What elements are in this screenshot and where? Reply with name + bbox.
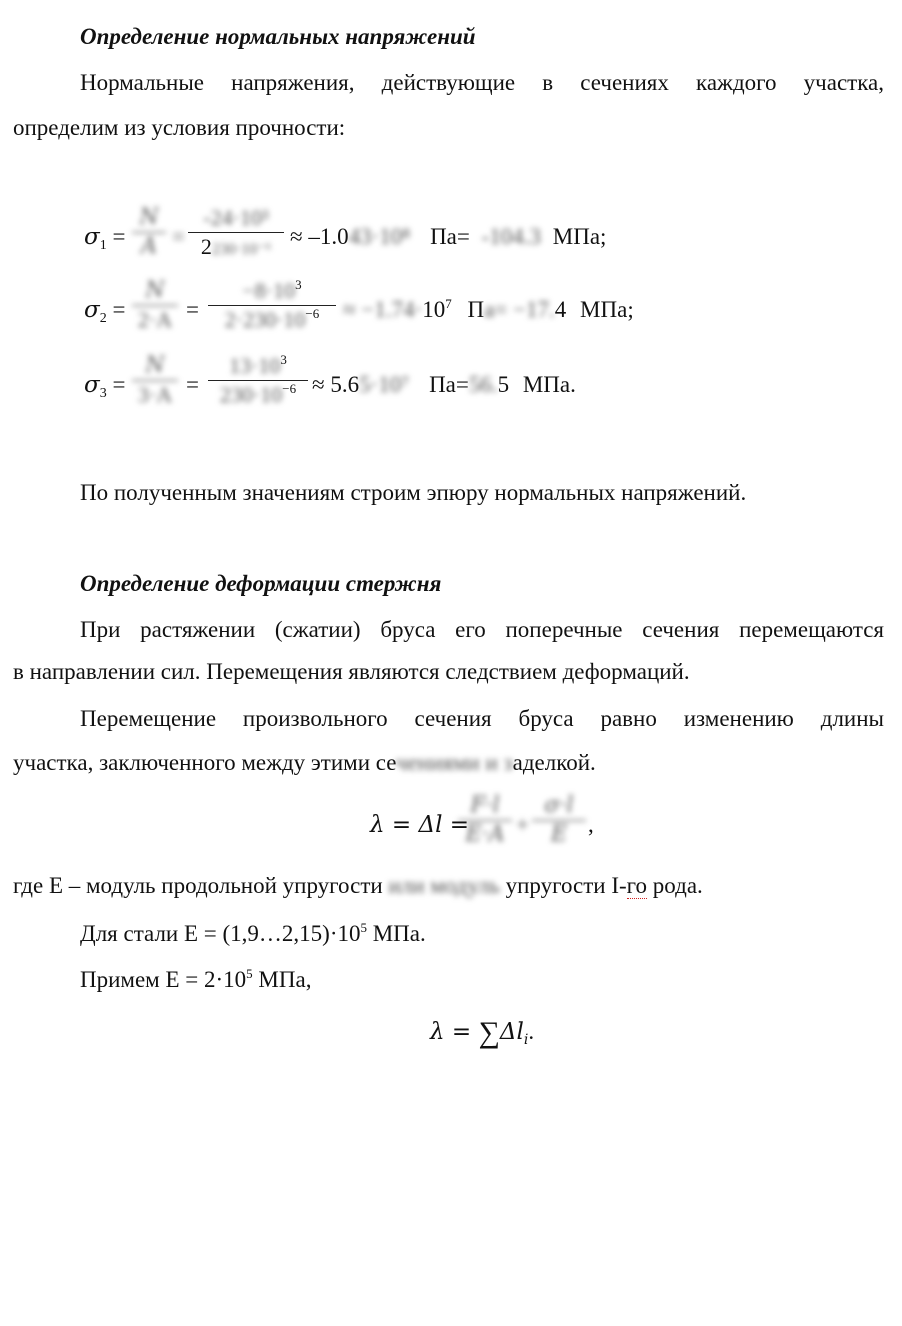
total-elongation-formula: $\lambda = \sum\Delta l_i$. xyxy=(430,1016,535,1049)
sigma3-equals: = xyxy=(186,372,199,397)
deformation-paragraph2-line-2: участка, заключенного между этими сечениями и заделкой. xyxy=(13,750,596,775)
spellcheck-underline: го xyxy=(626,873,648,898)
intro-paragraph-line-2: определим из условия прочности: xyxy=(13,115,346,140)
accepted-modulus-line: Примем $E = 2\cdot 10^5$ МПа, xyxy=(80,966,312,992)
lambda-formula-tail: , xyxy=(588,812,594,837)
deformation-paragraph2-line-1: Перемещение произвольного сечения бруса равно изменению длины xyxy=(80,706,884,731)
sigma1-result: ≈ –1.043·10⁸ Па= -104.3 МПа; xyxy=(290,224,607,249)
sigma1-equals: = xyxy=(172,224,185,249)
steel-modulus-line: Для стали $E = (1,9\dots 2,15)\cdot 10^5$ МПа. xyxy=(80,920,426,946)
sigma2-fraction-values: $-8\cdot 10^3$ $2\cdot 230\cdot 10^{-6}$ xyxy=(208,277,336,334)
sigma3-result: ≈ 5.65·10⁷ Па=56.5 МПа. xyxy=(312,372,576,397)
lambda-formula-lhs: λ = Δl = xyxy=(370,812,470,838)
section-heading-normal-stress: Определение нормальных напряжений xyxy=(80,24,476,49)
sigma2-fraction-n-over-2a: N 2·A xyxy=(132,277,178,334)
deformation-paragraph1-line-2: в направлении сил. Перемещения являются следствием деформаций. xyxy=(13,659,690,684)
sigma3-label: $\sigma_3$ = xyxy=(84,372,126,401)
sigma1-fraction-n-over-a: N A xyxy=(132,204,166,261)
sigma3-fraction-values: $13\cdot 10^3$ $230\cdot 10^{-6}$ xyxy=(208,352,308,409)
modulus-definition-line: где E – модуль продольной упругости или модуль упругости I-го рода. xyxy=(13,873,703,898)
deformation-paragraph1-line-1: При растяжении (сжатии) бруса его поперечные сечения перемещаются xyxy=(80,617,884,642)
section-heading-deformation: Определение деформации стержня xyxy=(80,571,442,596)
sigma2-label: $\sigma_2$ = xyxy=(84,297,126,326)
sigma1-fraction-values: -24·10³ 2230·10⁻⁶ xyxy=(188,204,284,264)
sigma2-equals: = xyxy=(186,297,199,322)
intro-paragraph-line-1: Нормальные напряжения, действующие в сечениях каждого участка, xyxy=(80,70,884,95)
lambda-fraction-1: F·l E·A xyxy=(458,792,512,849)
lambda-fraction-2: σ·l E xyxy=(532,792,586,849)
sigma1-label: $\sigma_1$ = xyxy=(84,224,126,253)
sigma2-result: ≈ $-1.74\cdot 10^7$ Па= −17.4 МПа; xyxy=(343,296,634,322)
conclusion-paragraph: По полученным значениям строим эпюру нормальных напряжений. xyxy=(80,480,747,505)
lambda-plus: + xyxy=(516,812,529,837)
sigma3-fraction-n-over-3a: N 3·A xyxy=(132,352,178,409)
